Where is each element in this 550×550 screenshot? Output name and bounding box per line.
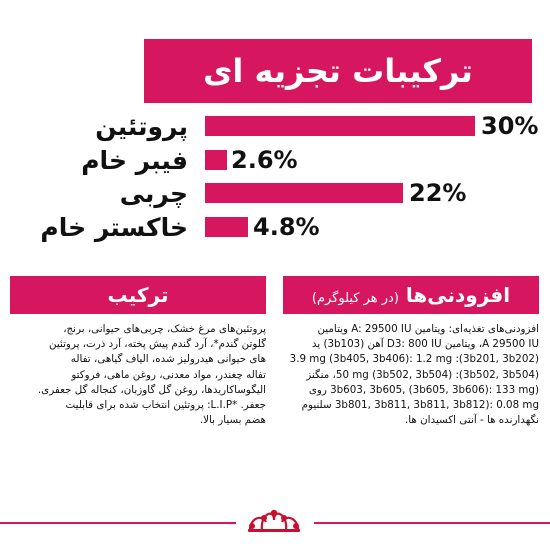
composition-line: الیگوساکاریدها، روغن گل گاوزبان، کنجاله گل جعفری. xyxy=(37,383,266,396)
composition-title: ترکیب xyxy=(107,283,169,307)
bar-protein xyxy=(205,116,475,136)
composition-line: گلوتن گندم*، آرد گندم پیش پخته، آرد ذرت، پروتئین xyxy=(49,338,266,351)
title-banner xyxy=(144,39,532,103)
composition-line: تفاله چغندر، مواد معدنی، روغن ماهی، فروکتو xyxy=(71,368,266,381)
additives-title: افزودنی‌ها xyxy=(405,283,511,307)
bar-value-protein: 30% xyxy=(481,112,539,140)
additives-line: نگهدارنده ها - آنتی اکسیدان ها. xyxy=(405,414,539,427)
bar-value-crude-ash: 4.8% xyxy=(253,213,320,241)
additives-line: A 29500 IU، ویتامین D3: 800 IU آهن (3b103) ید xyxy=(311,338,539,351)
additives-line: (3b603, 3b605, (3b605, 3b606): 133 mg روی xyxy=(308,383,539,396)
additives-header xyxy=(283,276,539,314)
additives-line: (3b502, 3b504): 50 mg (3b502, 3b504)، منگنز xyxy=(306,368,539,381)
additives-title-wrap xyxy=(312,283,510,307)
bar-crude-fiber xyxy=(205,150,227,170)
additives-line: (3b201, 3b202): 3.9 mg (3b405, 3b406): 1.2 mg xyxy=(289,353,539,366)
additives-text xyxy=(285,322,539,428)
bar-value-fat: 22% xyxy=(409,179,467,207)
bottom-rule-left xyxy=(0,522,236,524)
bar-fat xyxy=(205,183,403,203)
bar-label-crude-fiber: فیبر خام xyxy=(81,146,188,175)
additives-line: 3b801, 3b811, 3b811, 3b812): 0.08 mg سلنیوم xyxy=(301,399,539,412)
composition-line: های حیوانی هیدرولیز شده، الیاف گیاهی، تفاله xyxy=(70,353,266,366)
composition-line: پروتئین‌های مرغ خشک، چربی‌های حیوانی، برنج، xyxy=(63,323,266,335)
composition-line: جعفر. *L.I.P: پروتئین انتخاب شده برای قابلیت xyxy=(65,399,266,412)
bar-label-crude-ash: خاکستر خام xyxy=(40,213,188,242)
additives-subtitle: (در هر کیلوگرم) xyxy=(311,291,399,306)
bar-label-protein: پروتئین xyxy=(95,112,188,141)
composition-header xyxy=(10,276,266,314)
additives-line: افزودنی‌های تغذیه‌ای: ویتامین A: 29500 IU ویتامین xyxy=(317,323,539,335)
bar-crude-ash xyxy=(205,217,248,237)
bar-value-crude-fiber: 2.6% xyxy=(231,146,298,174)
bar-label-fat: چربی xyxy=(119,179,188,208)
composition-line: هضم بسیار بالا. xyxy=(199,414,266,427)
bottom-rule-right xyxy=(314,522,550,524)
royal-canin-crown-icon xyxy=(244,504,304,534)
composition-text xyxy=(12,322,266,428)
page-title: ترکیبات تجزیه ای xyxy=(203,52,473,90)
